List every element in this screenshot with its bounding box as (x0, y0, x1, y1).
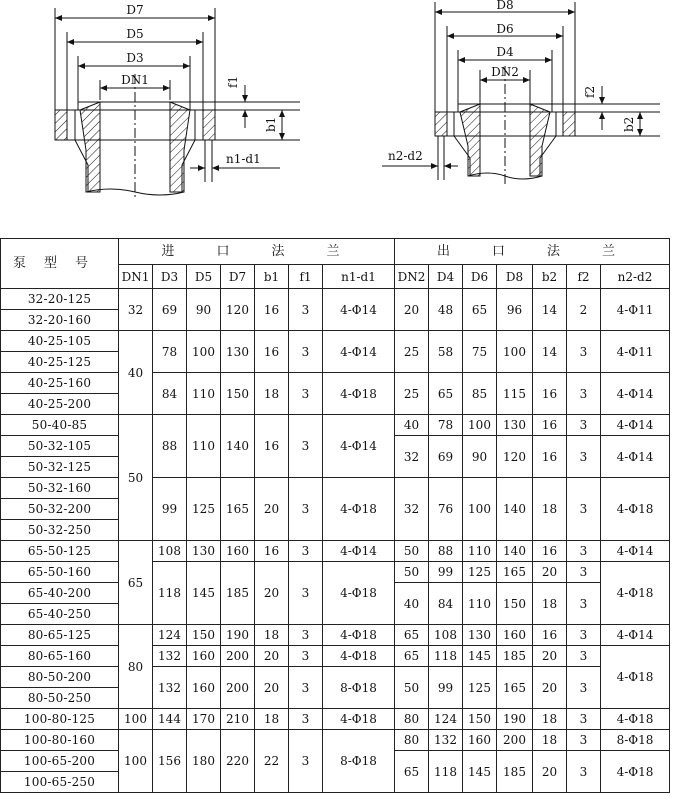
table-row (1, 415, 670, 436)
dn1-cell: 100 (119, 730, 153, 793)
f1-cell: 3 (289, 709, 323, 730)
model-cell: 50-40-85 (1, 415, 119, 436)
b2-cell: 16 (533, 436, 567, 478)
model-cell: 40-25-125 (1, 352, 119, 373)
d4-cell: 118 (429, 751, 463, 793)
n1d1-cell: 4-Φ18 (323, 625, 395, 646)
n1d1-cell: 4-Φ14 (323, 331, 395, 373)
d8-cell: 160 (497, 625, 533, 646)
d4-cell: 118 (429, 646, 463, 667)
n1d1-cell: 4-Φ18 (323, 709, 395, 730)
f1-cell: 3 (289, 625, 323, 646)
n2d2-cell: 4-Φ14 (601, 541, 670, 562)
d5-cell: 145 (187, 562, 221, 625)
dn2-cell: 80 (395, 730, 429, 751)
d8-label: D8 (496, 0, 514, 12)
dn1-cell: 32 (119, 289, 153, 331)
f1-cell: 3 (289, 667, 323, 709)
n2d2-cell: 4-Φ18 (601, 478, 670, 541)
table-row (1, 625, 670, 646)
f2-cell: 3 (567, 331, 601, 373)
b2-cell: 18 (533, 583, 567, 625)
n2d2-cell: 4-Φ18 (601, 751, 670, 793)
n2d2-cell: 4-Φ14 (601, 625, 670, 646)
b1-cell: 18 (255, 373, 289, 415)
d6-cell: 145 (463, 646, 497, 667)
d6-cell: 110 (463, 541, 497, 562)
d8-cell: 100 (497, 331, 533, 373)
n2d2-cell: 4-Φ18 (601, 709, 670, 730)
b2-cell: 20 (533, 751, 567, 793)
d7-cell: 190 (221, 625, 255, 646)
dn2-cell: 20 (395, 289, 429, 331)
f1-cell: 3 (289, 541, 323, 562)
f2-cell: 3 (567, 373, 601, 415)
model-cell: 65-50-125 (1, 541, 119, 562)
model-cell: 80-50-200 (1, 667, 119, 688)
b2-cell: 18 (533, 730, 567, 751)
d4-cell: 99 (429, 562, 463, 583)
b2-cell: 16 (533, 625, 567, 646)
dn2-cell: 50 (395, 541, 429, 562)
dn2-cell: 65 (395, 751, 429, 793)
b1-cell: 20 (255, 478, 289, 541)
f1-cell: 3 (289, 730, 323, 793)
b1-cell: 16 (255, 289, 289, 331)
col-header: D7 (221, 265, 255, 289)
col-header: D6 (463, 265, 497, 289)
d3-cell: 144 (153, 709, 187, 730)
col-header: DN1 (119, 265, 153, 289)
d3-cell: 132 (153, 667, 187, 709)
dn2-cell: 65 (395, 625, 429, 646)
d8-cell: 165 (497, 667, 533, 709)
d8-cell: 165 (497, 562, 533, 583)
d8-cell: 115 (497, 373, 533, 415)
f2-cell: 3 (567, 478, 601, 541)
flange-drawings (0, 0, 675, 238)
d3-cell: 84 (153, 373, 187, 415)
d5-cell: 110 (187, 415, 221, 478)
col-header: DN2 (395, 265, 429, 289)
b1-cell: 20 (255, 667, 289, 709)
n1d1-cell: 4-Φ14 (323, 289, 395, 331)
inlet-flange-header: 进口法兰 (119, 239, 395, 265)
n2d2-cell: 4-Φ18 (601, 646, 670, 709)
d6-cell: 150 (463, 709, 497, 730)
d3-cell: 132 (153, 646, 187, 667)
d5-cell: 180 (187, 730, 221, 793)
table-row (1, 331, 670, 352)
dn2-cell: 80 (395, 709, 429, 730)
d8-cell: 120 (497, 436, 533, 478)
model-cell: 40-25-200 (1, 394, 119, 415)
model-cell: 50-32-160 (1, 478, 119, 499)
f1-cell: 3 (289, 415, 323, 478)
b2-cell: 20 (533, 562, 567, 583)
table-row (1, 709, 670, 730)
d4-cell: 99 (429, 667, 463, 709)
d7-cell: 200 (221, 646, 255, 667)
model-cell: 50-32-105 (1, 436, 119, 457)
model-cell: 65-40-250 (1, 604, 119, 625)
d6-cell: 125 (463, 562, 497, 583)
n2d2-cell: 4-Φ11 (601, 331, 670, 373)
n1-d1-label: n1-d1 (226, 152, 261, 166)
col-header: f2 (567, 265, 601, 289)
n2d2-cell: 4-Φ11 (601, 289, 670, 331)
dn2-cell: 40 (395, 583, 429, 625)
b2-cell: 16 (533, 373, 567, 415)
b1-label: b1 (264, 116, 278, 132)
d5-cell: 90 (187, 289, 221, 331)
col-header: b2 (533, 265, 567, 289)
table-row (1, 478, 670, 499)
n2d2-cell: 4-Φ14 (601, 415, 670, 436)
d8-cell: 185 (497, 751, 533, 793)
dn2-label: DN2 (491, 65, 519, 79)
col-header: D8 (497, 265, 533, 289)
d5-cell: 160 (187, 667, 221, 709)
f1-label: f1 (226, 75, 240, 88)
model-cell: 40-25-105 (1, 331, 119, 352)
d4-cell: 78 (429, 415, 463, 436)
d6-cell: 90 (463, 436, 497, 478)
d8-cell: 140 (497, 541, 533, 562)
f1-cell: 3 (289, 478, 323, 541)
n1d1-cell: 4-Φ18 (323, 562, 395, 625)
d7-cell: 160 (221, 541, 255, 562)
d3-cell: 118 (153, 562, 187, 625)
f2-cell: 3 (567, 415, 601, 436)
d4-cell: 65 (429, 373, 463, 415)
d4-cell: 76 (429, 478, 463, 541)
f2-cell: 3 (567, 625, 601, 646)
d5-cell: 160 (187, 646, 221, 667)
model-cell: 40-25-160 (1, 373, 119, 394)
d5-cell: 170 (187, 709, 221, 730)
col-header: D5 (187, 265, 221, 289)
d3-cell: 156 (153, 730, 187, 793)
b2-cell: 14 (533, 289, 567, 331)
table-row (1, 730, 670, 751)
d3-cell: 99 (153, 478, 187, 541)
d8-cell: 130 (497, 415, 533, 436)
d3-label: D3 (126, 51, 144, 65)
model-cell: 50-32-125 (1, 457, 119, 478)
b1-cell: 22 (255, 730, 289, 793)
n1d1-cell: 8-Φ18 (323, 730, 395, 793)
table-row (1, 541, 670, 562)
d5-cell: 125 (187, 478, 221, 541)
d4-cell: 124 (429, 709, 463, 730)
dn1-label: DN1 (121, 73, 149, 87)
b2-cell: 16 (533, 541, 567, 562)
d3-cell: 78 (153, 331, 187, 373)
d7-cell: 140 (221, 415, 255, 478)
d6-cell: 145 (463, 751, 497, 793)
d6-cell: 100 (463, 415, 497, 436)
d4-cell: 108 (429, 625, 463, 646)
b2-label: b2 (622, 116, 636, 132)
model-cell: 80-65-125 (1, 625, 119, 646)
n2-d2-label: n2-d2 (388, 149, 423, 163)
n1d1-cell: 4-Φ14 (323, 415, 395, 478)
dn2-cell: 32 (395, 478, 429, 541)
model-cell: 65-40-200 (1, 583, 119, 604)
model-cell: 80-65-160 (1, 646, 119, 667)
dn1-cell: 50 (119, 415, 153, 541)
model-cell: 100-65-250 (1, 772, 119, 793)
n2d2-cell: 4-Φ18 (601, 562, 670, 625)
table-row (1, 373, 670, 394)
inlet-flange-drawing (55, 3, 300, 200)
d3-cell: 124 (153, 625, 187, 646)
col-header: D3 (153, 265, 187, 289)
d3-cell: 108 (153, 541, 187, 562)
d5-cell: 130 (187, 541, 221, 562)
d4-cell: 48 (429, 289, 463, 331)
d5-cell: 110 (187, 373, 221, 415)
d4-cell: 132 (429, 730, 463, 751)
pump-model-header: 泵型号 (1, 239, 119, 289)
model-cell: 100-65-200 (1, 751, 119, 772)
header-row-groups (1, 239, 670, 265)
d7-cell: 150 (221, 373, 255, 415)
f1-cell: 3 (289, 373, 323, 415)
model-cell: 100-80-125 (1, 709, 119, 730)
d7-cell: 165 (221, 478, 255, 541)
dn1-cell: 40 (119, 331, 153, 415)
b2-cell: 14 (533, 331, 567, 373)
col-header: D4 (429, 265, 463, 289)
d6-cell: 65 (463, 289, 497, 331)
f2-cell: 3 (567, 730, 601, 751)
d3-cell: 88 (153, 415, 187, 478)
d8-cell: 200 (497, 730, 533, 751)
f2-cell: 3 (567, 709, 601, 730)
model-cell: 50-32-250 (1, 520, 119, 541)
dn2-cell: 25 (395, 373, 429, 415)
b1-cell: 16 (255, 415, 289, 478)
d5-cell: 100 (187, 331, 221, 373)
model-cell: 80-50-250 (1, 688, 119, 709)
d8-cell: 190 (497, 709, 533, 730)
n1d1-cell: 4-Φ18 (323, 373, 395, 415)
d8-cell: 185 (497, 646, 533, 667)
f2-cell: 3 (567, 562, 601, 583)
b2-cell: 16 (533, 415, 567, 436)
model-cell: 32-20-160 (1, 310, 119, 331)
n1d1-cell: 4-Φ18 (323, 646, 395, 667)
f2-cell: 3 (567, 751, 601, 793)
d7-cell: 120 (221, 289, 255, 331)
col-header: b1 (255, 265, 289, 289)
f2-cell: 3 (567, 436, 601, 478)
n1d1-cell: 4-Φ18 (323, 478, 395, 541)
d7-cell: 185 (221, 562, 255, 625)
model-cell: 50-32-200 (1, 499, 119, 520)
d7-label: D7 (126, 3, 144, 17)
f1-cell: 3 (289, 331, 323, 373)
d6-cell: 160 (463, 730, 497, 751)
b1-cell: 16 (255, 331, 289, 373)
d4-label: D4 (496, 45, 514, 59)
d4-cell: 88 (429, 541, 463, 562)
f1-cell: 3 (289, 646, 323, 667)
b2-cell: 18 (533, 709, 567, 730)
col-header: n2-d2 (601, 265, 670, 289)
n1d1-cell: 4-Φ14 (323, 541, 395, 562)
model-cell: 65-50-160 (1, 562, 119, 583)
model-cell: 100-80-160 (1, 730, 119, 751)
d6-cell: 110 (463, 583, 497, 625)
b2-cell: 20 (533, 646, 567, 667)
b1-cell: 20 (255, 646, 289, 667)
f2-cell: 3 (567, 583, 601, 625)
table-row (1, 289, 670, 310)
d5-cell: 150 (187, 625, 221, 646)
table-row (1, 667, 670, 688)
dn1-cell: 65 (119, 541, 153, 625)
d8-cell: 140 (497, 478, 533, 541)
d7-cell: 200 (221, 667, 255, 709)
f2-cell: 2 (567, 289, 601, 331)
d4-cell: 69 (429, 436, 463, 478)
f1-cell: 3 (289, 562, 323, 625)
dn2-cell: 50 (395, 562, 429, 583)
f1-cell: 3 (289, 289, 323, 331)
d8-cell: 96 (497, 289, 533, 331)
dn2-cell: 50 (395, 667, 429, 709)
d3-cell: 69 (153, 289, 187, 331)
d4-cell: 58 (429, 331, 463, 373)
f2-cell: 3 (567, 541, 601, 562)
dn2-cell: 25 (395, 331, 429, 373)
table-row (1, 646, 670, 667)
d6-label: D6 (496, 22, 514, 36)
flange-spec-table (0, 238, 670, 793)
d5-label: D5 (126, 27, 144, 41)
n2d2-cell: 8-Φ18 (601, 730, 670, 751)
table-row (1, 562, 670, 583)
d7-cell: 210 (221, 709, 255, 730)
d8-cell: 150 (497, 583, 533, 625)
dn1-cell: 80 (119, 625, 153, 709)
f2-label: f2 (583, 85, 597, 98)
dn1-cell: 100 (119, 709, 153, 730)
col-header: f1 (289, 265, 323, 289)
f2-cell: 3 (567, 646, 601, 667)
dn2-cell: 32 (395, 436, 429, 478)
b1-cell: 18 (255, 709, 289, 730)
b1-cell: 20 (255, 562, 289, 625)
d7-cell: 220 (221, 730, 255, 793)
n1d1-cell: 8-Φ18 (323, 667, 395, 709)
d6-cell: 125 (463, 667, 497, 709)
n2d2-cell: 4-Φ14 (601, 373, 670, 415)
d6-cell: 100 (463, 478, 497, 541)
d6-cell: 75 (463, 331, 497, 373)
b2-cell: 20 (533, 667, 567, 709)
outlet-flange-drawing (382, 0, 660, 184)
b1-cell: 16 (255, 541, 289, 562)
d7-cell: 130 (221, 331, 255, 373)
model-cell: 32-20-125 (1, 289, 119, 310)
b2-cell: 18 (533, 478, 567, 541)
b1-cell: 18 (255, 625, 289, 646)
dn2-cell: 40 (395, 415, 429, 436)
n2d2-cell: 4-Φ14 (601, 436, 670, 478)
d6-cell: 130 (463, 625, 497, 646)
d4-cell: 84 (429, 583, 463, 625)
col-header: n1-d1 (323, 265, 395, 289)
dn2-cell: 65 (395, 646, 429, 667)
d6-cell: 85 (463, 373, 497, 415)
outlet-flange-header: 出口法兰 (395, 239, 670, 265)
f2-cell: 3 (567, 667, 601, 709)
